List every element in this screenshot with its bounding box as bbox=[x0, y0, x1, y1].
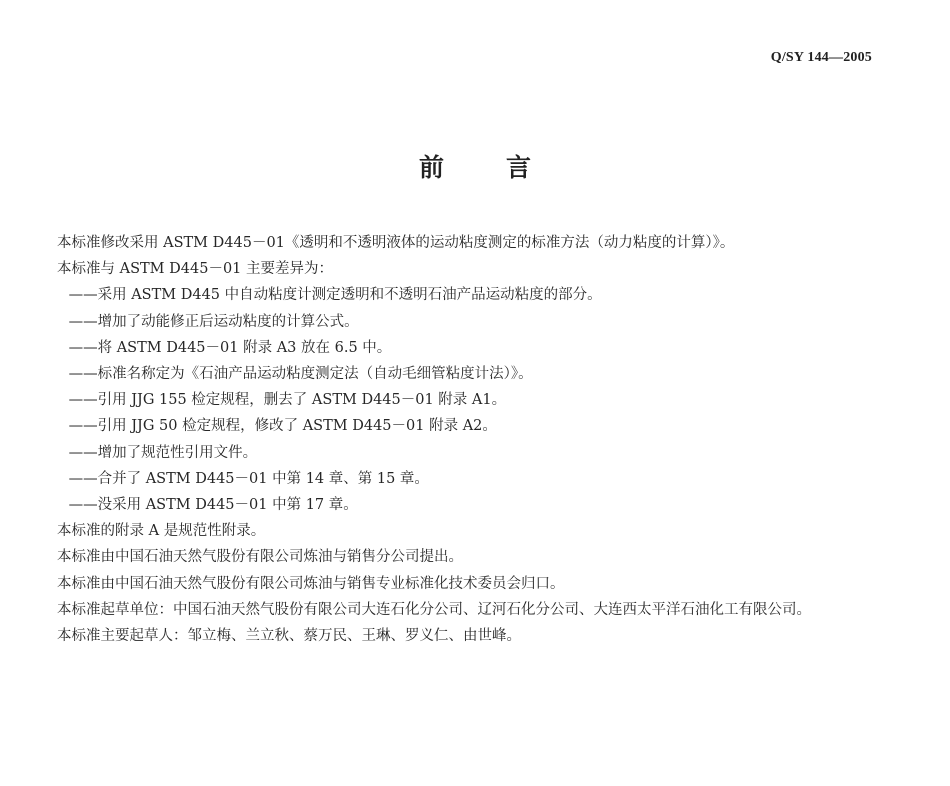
difference-item: ——引用 JJG 155 检定规程，删去了 ASTM D445－01 附录 A1。 bbox=[68, 392, 507, 409]
difference-item: ——没采用 ASTM D445－01 中第 17 章。 bbox=[68, 497, 358, 514]
paragraph-adoption: 本标准修改采用 ASTM D445－01《透明和不透明液体的运动粘度测定的标准方法（动力粘度的计算）》。 bbox=[57, 235, 735, 251]
difference-item: ——引用 JJG 50 检定规程，修改了 ASTM D445－01 附录 A2。 bbox=[68, 418, 497, 435]
difference-item: ——增加了动能修正后运动粘度的计算公式。 bbox=[68, 313, 359, 330]
paragraph-centralized-by: 本标准由中国石油天然气股份有限公司炼油与销售专业标准化技术委员会归口。 bbox=[57, 575, 565, 592]
difference-item: ——将 ASTM D445－01 附录 A3 放在 6.5 中。 bbox=[68, 339, 392, 356]
paragraph-annex: 本标准的附录 A 是规范性附录。 bbox=[57, 523, 266, 540]
difference-item: ——标准名称定为《石油产品运动粘度测定法（自动毛细管粘度计法）》。 bbox=[68, 366, 533, 383]
difference-item: ——增加了规范性引用文件。 bbox=[68, 444, 258, 461]
paragraph-proposed-by: 本标准由中国石油天然气股份有限公司炼油与销售分公司提出。 bbox=[57, 549, 463, 566]
paragraph-differences-intro: 本标准与 ASTM D445－01 主要差异为： bbox=[57, 261, 334, 278]
foreword-body bbox=[28, 230, 890, 649]
difference-item: ——合并了 ASTM D445－01 中第 14 章、第 15 章。 bbox=[68, 470, 429, 487]
page-title: 前言 bbox=[418, 153, 593, 182]
paragraph-drafting-units: 本标准起草单位：中国石油天然气股份有限公司大连石化分公司、辽河石化分公司、大连西太平洋石油化工有限公司。 bbox=[57, 601, 811, 618]
paragraph-drafters: 本标准主要起草人：邹立梅、兰立秋、蔡万民、王琳、罗义仁、由世峰。 bbox=[57, 628, 521, 645]
standard-code: Q/SY 144—2005 bbox=[770, 50, 872, 65]
difference-item: ——采用 ASTM D445 中自动粘度计测定透明和不透明石油产品运动粘度的部分。 bbox=[68, 287, 602, 304]
